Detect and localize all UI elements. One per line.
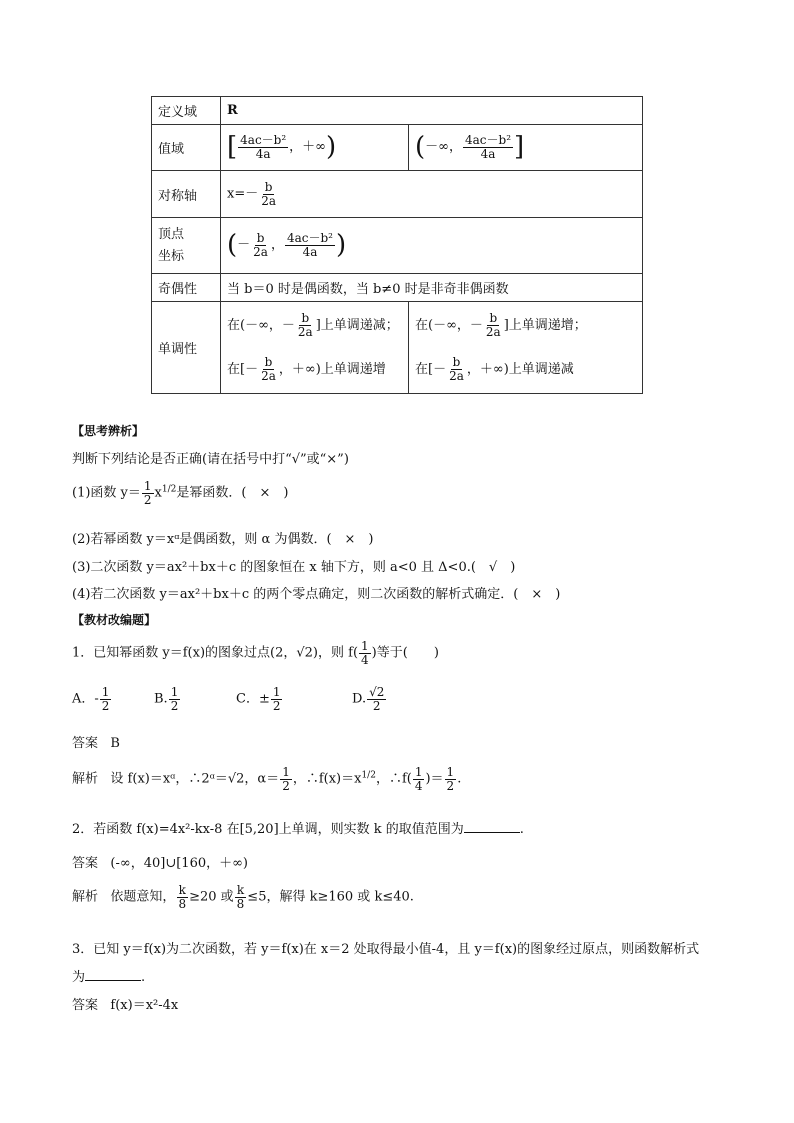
frac-num: 1 [143, 479, 152, 493]
frac-num: b [264, 354, 273, 369]
mono-text: 在[－ [415, 361, 447, 377]
sol-exponent: 1/2 [361, 770, 376, 781]
frac-den: 2 [272, 698, 281, 713]
frac-num: k [236, 883, 245, 897]
q1-x: x [154, 485, 162, 501]
mono-text: ，＋∞)上单调递减 [466, 361, 574, 377]
q1-exponent: 1/2 [161, 484, 177, 495]
frac-den: 4a [302, 245, 318, 259]
frac-den: 2 [170, 698, 179, 713]
sol-text: . [457, 771, 462, 787]
p2-end: . [519, 822, 524, 837]
frac-den: 2a [297, 324, 313, 339]
domain-label: 定义域 [152, 97, 221, 125]
frac-num: √2 [369, 685, 385, 699]
frac-den: 2a [449, 368, 464, 383]
sol-text: ，∴f(x)＝x [292, 771, 362, 787]
vertex-label [152, 218, 221, 274]
frac-den: 8 [178, 896, 187, 911]
think-q4: (4)若二次函数 y＝ax²＋bx＋c 的两个零点确定，则二次函数的解析式确定．( × ) [72, 587, 561, 602]
domain-value: R [221, 97, 643, 125]
problem-3-line2 [72, 966, 145, 985]
range-label: 值域 [152, 125, 221, 171]
p3-answer [72, 994, 178, 1013]
axis-x-eq: x=－ [227, 186, 259, 202]
frac-den: 2a [253, 245, 268, 259]
mono-a-positive [221, 302, 409, 394]
answer-value: f(x)＝x²-4x [110, 998, 179, 1013]
vertex-label-1: 顶点 [158, 226, 185, 242]
p1-answer [72, 732, 120, 751]
range-inf: ，＋∞ [289, 140, 327, 155]
row-vertex [152, 218, 643, 274]
axis-value [221, 171, 643, 218]
range-max-case: (－∞， $\frac{\text{4ac－b²}}{4a}$ ] [409, 125, 643, 171]
sol-text: 依题意知， [110, 889, 176, 905]
answer-label: 答案 [72, 998, 99, 1013]
p2-solution [72, 884, 414, 910]
parity-value: 当 b＝0 时是偶函数，当 b≠0 时是非奇非偶函数 [221, 274, 643, 302]
frac-num: 4ac－b² [465, 133, 512, 148]
solution-label: 解析 [72, 771, 99, 787]
opt-label: B. [154, 691, 168, 707]
p3-end: . [141, 970, 146, 985]
answer-blank [464, 820, 520, 833]
answer-blank [85, 968, 141, 981]
think-q3: (3)二次函数 y＝ax²＋bx＋c 的图象恒在 x 轴下方，则 a<0 且 Δ<0.( √ ) [72, 560, 516, 575]
frac-den: 2 [143, 492, 152, 507]
p2-answer [72, 852, 248, 871]
sol-text: 设 f(x)＝xᵅ，∴2ᵅ＝√2，α＝ [110, 771, 280, 787]
p1-option-c [236, 686, 283, 712]
p3-text: 为 [72, 970, 86, 985]
mono-text: 在(－∞，－ [227, 317, 295, 333]
mono-text: ]上单调递减； [315, 317, 399, 333]
frac-num: b [256, 231, 265, 246]
row-range [152, 125, 643, 171]
mono-text: 在(－∞，－ [415, 317, 483, 333]
think-header: 【思考辨析】 [72, 424, 145, 438]
row-domain [152, 97, 643, 125]
frac-num: 4ac－b² [286, 231, 333, 246]
frac-den: 4 [414, 778, 423, 793]
mono-b1 [415, 304, 636, 348]
vertex-sep: ， [270, 238, 284, 253]
p1-option-b [154, 686, 181, 712]
frac-den: 2a [485, 324, 501, 339]
p2-text: 2．若函数 f(x)=4x²-kx-8 在[5,20]上单调，则实数 k 的取值范围为 [72, 822, 464, 837]
mono-text: ，＋∞)上单调递增 [278, 361, 386, 377]
p1-option-d [352, 686, 387, 712]
q1-post: 是幂函数．( × ) [176, 485, 289, 501]
frac-num: 1 [414, 765, 423, 779]
mono-a1 [227, 304, 402, 348]
frac-num: 1 [282, 765, 290, 779]
mono-a-negative [409, 302, 643, 394]
think-q2: (2)若幂函数 y＝xᵅ是偶函数，则 α 为偶数．( × ) [72, 532, 374, 547]
row-axis [152, 171, 643, 218]
mono-a2 [227, 348, 402, 392]
answer-value: (-∞，40]∪[160，＋∞) [110, 856, 249, 871]
problem-3-line1: 3．已知 y＝f(x)为二次函数，若 y＝f(x)在 x＝2 处取得最小值-4，且 y＝f(x)的图象经过原点，则函数解析式 [72, 942, 700, 957]
frac-num: 4ac－b² [240, 133, 287, 148]
frac-num: 1 [446, 765, 455, 779]
frac-den: 2 [446, 778, 455, 793]
frac-num: b [452, 354, 461, 369]
solution-label: 解析 [72, 889, 99, 905]
row-parity [152, 274, 643, 302]
p1-solution [72, 766, 461, 792]
frac-den: 2a [261, 193, 277, 208]
mono-text: 在[－ [227, 361, 259, 377]
frac-den: 4a [255, 147, 271, 161]
range-min-case: [ $\frac{\text{4ac－b²}}{4a}$ ，＋∞) [221, 125, 409, 171]
think-q1 [72, 480, 288, 506]
problem-1 [72, 640, 439, 666]
frac-den: 4a [480, 147, 496, 161]
answer-label: 答案 [72, 736, 99, 751]
sol-text: ≥20 或 [189, 889, 234, 905]
frac-num: b [301, 310, 310, 325]
answer-label: 答案 [72, 856, 99, 871]
frac-den: 4 [361, 652, 369, 667]
p1-option-a [72, 686, 112, 712]
vertex-label-2: 坐标 [158, 248, 185, 264]
mono-b2 [415, 348, 636, 392]
mono-label: 单调性 [152, 302, 221, 394]
mono-text: ]上单调递增； [503, 317, 587, 333]
frac-num: 1 [170, 685, 179, 699]
frac-den: 8 [236, 896, 245, 911]
row-monotonicity [152, 302, 643, 394]
frac-num: b [264, 179, 273, 194]
sol-text: ≤5，解得 k≥160 或 k≤40. [247, 889, 414, 905]
frac-num: b [489, 310, 498, 325]
p1-post: )等于( ) [371, 645, 439, 661]
range-neg-inf: －∞， [425, 140, 462, 155]
frac-num: 1 [272, 685, 281, 699]
vertex-value: (－ $\frac{b}{2a}$ ， $\frac{\text{4ac－b²}}{4a}$ ) [221, 218, 643, 274]
p1-pre: 1．已知幂函数 y＝f(x)的图象过点(2，√2)，则 f( [72, 645, 359, 661]
axis-label: 对称轴 [152, 171, 221, 218]
sol-text: ，∴f( [375, 771, 412, 787]
frac-den: 2a [261, 368, 276, 383]
frac-den: 2 [282, 778, 290, 793]
vertex-minus: － [237, 238, 251, 253]
opt-label: C．± [236, 691, 270, 707]
opt-label: A．- [72, 691, 99, 707]
parity-label: 奇偶性 [152, 274, 221, 302]
adapt-header: 【教材改编题】 [72, 613, 157, 627]
answer-value: B [110, 736, 120, 751]
quadratic-properties-table [151, 96, 643, 394]
frac-num: 1 [101, 685, 110, 699]
sol-text: )＝ [425, 771, 444, 787]
problem-2 [72, 818, 524, 837]
frac-num: k [178, 883, 186, 897]
frac-den: 2 [372, 698, 381, 713]
think-instructions: 判断下列结论是否正确(请在括号中打“√”或“×”) [72, 452, 349, 467]
frac-num: 1 [361, 639, 369, 653]
frac-den: 2 [101, 698, 110, 713]
q1-pre: (1)函数 y＝ [72, 485, 141, 501]
opt-label: D. [352, 691, 367, 707]
